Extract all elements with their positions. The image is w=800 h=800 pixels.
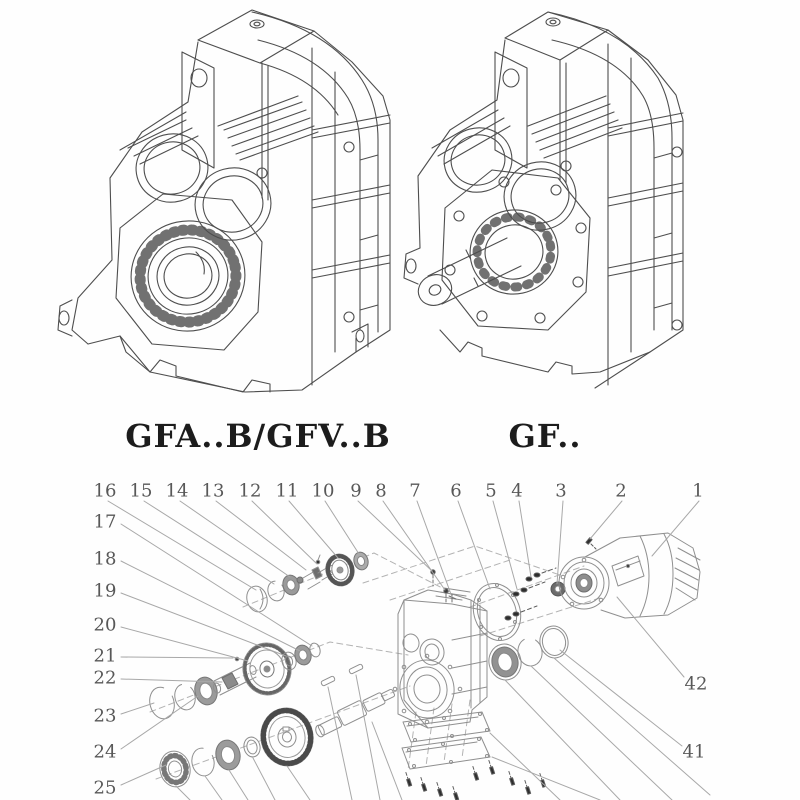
part-number-23: 23 [93, 705, 117, 727]
part-number-25: 25 [93, 777, 117, 799]
part-number-24: 24 [93, 741, 117, 763]
output-shaft [413, 202, 566, 311]
part-number-41: 41 [682, 741, 706, 763]
part-number-11: 11 [275, 480, 299, 502]
motor [559, 533, 700, 618]
part-number-10: 10 [311, 480, 335, 502]
part-number-18: 18 [93, 548, 117, 570]
model-label-gfab-gfvb: GFA..B/GFV..B [125, 417, 391, 455]
part-number-42: 42 [684, 673, 708, 695]
cropped-leader-lines [176, 658, 710, 800]
part-number-13: 13 [201, 480, 225, 502]
part-number-21: 21 [93, 645, 117, 667]
part-number-9: 9 [350, 480, 362, 502]
part-number-17: 17 [93, 511, 117, 533]
part-number-14: 14 [165, 480, 189, 502]
input-shaft-parts [244, 550, 370, 614]
part-number-20: 20 [93, 614, 117, 636]
part-number-15: 15 [129, 480, 153, 502]
output-shaft-parts [157, 664, 396, 790]
part-number-12: 12 [238, 480, 262, 502]
part-number-8: 8 [375, 480, 387, 502]
gfab-gfvb-drawing [58, 10, 390, 392]
part-number-19: 19 [93, 580, 117, 602]
bottom-cover-gaskets [402, 712, 490, 769]
part-number-22: 22 [93, 667, 117, 689]
part-number-5: 5 [485, 480, 497, 502]
assembly-axis-lines [150, 546, 600, 779]
gf-drawing [404, 12, 683, 388]
model-label-gf: GF.. [508, 417, 582, 455]
part-number-6: 6 [450, 480, 462, 502]
part-number-4: 4 [511, 480, 523, 502]
hollow-shaft-bearing [121, 210, 255, 341]
exploded-view [108, 501, 710, 800]
part-number-7: 7 [409, 480, 421, 502]
part-number-1: 1 [692, 480, 704, 502]
part-number-3: 3 [555, 480, 567, 502]
part-number-16: 16 [93, 480, 117, 502]
part-number-2: 2 [615, 480, 627, 502]
